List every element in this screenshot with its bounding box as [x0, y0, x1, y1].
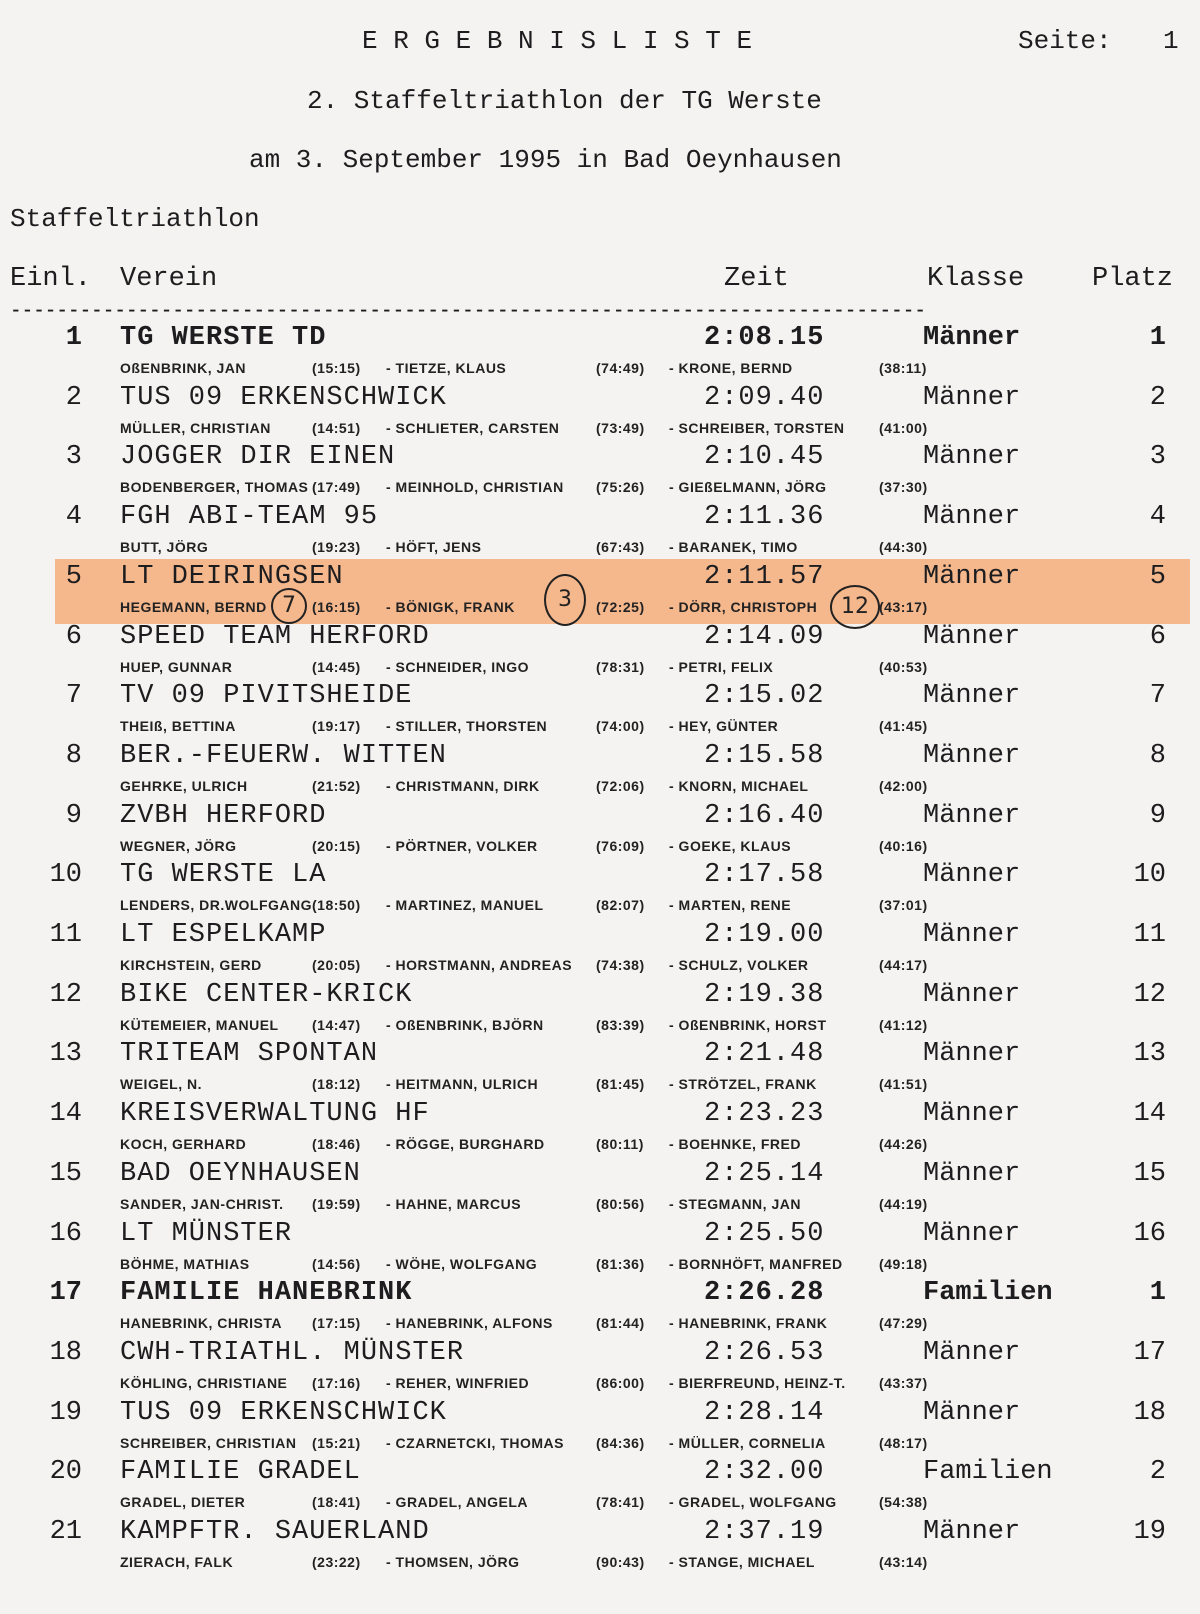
member-1-name: BUTT, JÖRG [120, 539, 209, 556]
team-members-line [0, 957, 1200, 977]
result-row [0, 1278, 1200, 1318]
class-label: Familien [923, 1278, 1053, 1309]
member-2-split: (74:38) [596, 957, 645, 973]
class-label: Männer [923, 920, 1021, 950]
member-3-split: (41:51) [879, 1076, 928, 1093]
member-1-split: (16:15) [312, 598, 361, 615]
member-1-split: (18:50) [312, 897, 361, 914]
rank: 11 [1133, 920, 1166, 950]
member-2-name: - RÖGGE, BURGHARD [386, 1136, 545, 1153]
member-3-name: - STANGE, MICHAEL [669, 1554, 815, 1570]
start-number: 4 [65, 502, 82, 533]
class-label: Männer [923, 1158, 1021, 1189]
team-name: TG WERSTE LA [120, 860, 327, 891]
member-1-name: KOCH, GERHARD [120, 1136, 247, 1153]
member-2-split: (80:11) [596, 1136, 644, 1153]
class-label: Männer [923, 1397, 1021, 1428]
member-2-name: - STILLER, THORSTEN [386, 718, 548, 735]
member-3-name: - BARANEK, TIMO [669, 539, 798, 556]
member-1-name: KÖHLING, CHRISTIANE [120, 1374, 288, 1391]
team-name: TV 09 PIVITSHEIDE [120, 681, 413, 712]
member-1-name: SANDER, JAN-CHRIST. [120, 1195, 284, 1212]
member-2-name: - MARTINEZ, MANUEL [386, 897, 544, 914]
team-name: TUS 09 ERKENSCHWICK [120, 382, 447, 413]
member-3-split: (47:29) [879, 1315, 928, 1332]
result-row [0, 1517, 1200, 1557]
member-2-name: - CHRISTMANN, DIRK [386, 777, 540, 794]
member-2-name: - WÖHE, WOLFGANG [386, 1255, 538, 1272]
member-2-name: - HEITMANN, ULRICH [386, 1076, 539, 1093]
member-3-name: - GIEßELMANN, JÖRG [669, 479, 827, 496]
team-name: TRITEAM SPONTAN [120, 1039, 379, 1070]
class-label: Männer [923, 382, 1021, 413]
class-label: Familien [923, 1457, 1053, 1488]
member-1-name: SCHREIBER, CHRISTIAN [120, 1434, 297, 1451]
member-1-split: (17:49) [312, 479, 361, 496]
page-label: Seite: [1018, 26, 1112, 56]
start-number: 1 [65, 323, 82, 353]
member-2-split: (90:43) [596, 1554, 645, 1570]
member-2-split: (67:43) [596, 539, 645, 556]
member-3-name: - STEGMANN, JAN [669, 1195, 801, 1212]
member-1-split: (19:23) [312, 539, 361, 556]
total-time: 2:25.14 [704, 1158, 825, 1189]
member-2-name: - GRADEL, ANGELA [386, 1494, 529, 1511]
member-3-name: - BOEHNKE, FRED [669, 1136, 801, 1153]
rank: 2 [1149, 382, 1166, 413]
member-1-split: (14:45) [312, 658, 361, 675]
member-3-name: - HANEBRINK, FRANK [669, 1315, 828, 1332]
member-3-name: - MARTEN, RENE [669, 897, 792, 914]
team-members-line [0, 479, 1200, 499]
start-number: 12 [49, 979, 82, 1010]
class-label: Männer [923, 740, 1021, 771]
rank: 15 [1133, 1158, 1166, 1189]
member-2-name: - REHER, WINFRIED [386, 1374, 530, 1391]
member-1-name: WEGNER, JÖRG [120, 837, 237, 854]
class-label: Männer [923, 323, 1021, 353]
member-3-split: (43:37) [879, 1374, 928, 1391]
member-2-name: - MEINHOLD, CHRISTIAN [386, 479, 564, 496]
team-members-line [0, 1136, 1200, 1156]
team-members-line [0, 1315, 1200, 1335]
member-3-name: - OßENBRINK, HORST [669, 1016, 827, 1033]
class-label: Männer [923, 561, 1021, 592]
member-3-split: (41:00) [879, 419, 928, 436]
member-1-name: HUEP, GUNNAR [120, 658, 233, 675]
start-number: 3 [65, 442, 82, 473]
member-1-name: WEIGEL, N. [120, 1076, 202, 1093]
class-label: Männer [923, 1039, 1021, 1070]
member-1-split: (23:22) [312, 1554, 361, 1570]
total-time: 2:09.40 [704, 382, 825, 413]
member-2-name: - CZARNETCKI, THOMAS [386, 1434, 564, 1451]
team-name: CWH-TRIATHL. MÜNSTER [120, 1337, 465, 1368]
document-title: E R G E B N I S L I S T E [362, 26, 753, 56]
member-2-name: - HANEBRINK, ALFONS [386, 1315, 553, 1332]
start-number: 18 [49, 1337, 82, 1368]
start-number: 17 [49, 1278, 82, 1309]
team-name: JOGGER DIR EINEN [120, 442, 396, 473]
member-2-split: (72:25) [596, 598, 645, 615]
member-1-split: (14:56) [312, 1255, 361, 1272]
member-1-name: KIRCHSTEIN, GERD [120, 957, 262, 973]
team-members-line [0, 897, 1200, 917]
team-name: FGH ABI-TEAM 95 [120, 502, 379, 533]
member-3-name: - PETRI, FELIX [669, 658, 774, 675]
member-3-name: - SCHULZ, VOLKER [669, 957, 809, 973]
class-label: Männer [923, 442, 1021, 473]
total-time: 2:37.19 [704, 1517, 825, 1547]
start-number: 7 [65, 681, 82, 712]
member-1-name: THEIß, BETTINA [120, 718, 236, 735]
start-number: 21 [49, 1517, 82, 1547]
member-1-split: (14:51) [312, 419, 361, 436]
team-name: TG WERSTE TD [120, 323, 327, 353]
rank: 18 [1133, 1397, 1166, 1428]
result-row [0, 1338, 1200, 1378]
total-time: 2:23.23 [704, 1099, 825, 1130]
rank: 17 [1133, 1337, 1166, 1368]
team-members-line [0, 360, 1200, 380]
result-row [0, 323, 1200, 363]
member-2-split: (81:44) [596, 1315, 645, 1332]
member-3-name: - KNORN, MICHAEL [669, 777, 809, 794]
member-1-name: LENDERS, DR.WOLFGANG [120, 897, 312, 914]
member-2-split: (72:06) [596, 777, 645, 794]
total-time: 2:19.38 [704, 979, 825, 1010]
total-time: 2:15.02 [704, 681, 825, 712]
result-row [0, 562, 1200, 602]
member-3-name: - BORNHÖFT, MANFRED [669, 1255, 843, 1272]
member-2-name: - OßENBRINK, BJÖRN [386, 1016, 544, 1033]
member-3-name: - DÖRR, CHRISTOPH [669, 598, 818, 615]
member-2-name: - HAHNE, MARCUS [386, 1195, 522, 1212]
class-label: Männer [923, 621, 1021, 652]
member-3-split: (40:53) [879, 658, 928, 675]
member-1-name: HANEBRINK, CHRISTA [120, 1315, 282, 1332]
team-name: FAMILIE HANEBRINK [120, 1278, 413, 1309]
member-1-name: ZIERACH, FALK [120, 1554, 234, 1570]
team-members-line [0, 1017, 1200, 1037]
rank: 19 [1133, 1517, 1166, 1547]
team-name: TUS 09 ERKENSCHWICK [120, 1397, 447, 1428]
total-time: 2:26.28 [704, 1278, 825, 1309]
start-number: 14 [49, 1099, 82, 1130]
rank: 16 [1133, 1218, 1166, 1249]
member-2-split: (76:09) [596, 837, 645, 854]
start-number: 16 [49, 1218, 82, 1249]
team-members-line [0, 420, 1200, 440]
class-label: Männer [923, 1218, 1021, 1249]
member-1-split: (20:05) [312, 957, 361, 973]
rank: 5 [1149, 561, 1166, 592]
team-members-line [0, 1256, 1200, 1276]
team-name: LT ESPELKAMP [120, 920, 327, 950]
rank: 9 [1149, 800, 1166, 831]
member-1-name: KÜTEMEIER, MANUEL [120, 1016, 279, 1033]
team-members-line [0, 1494, 1200, 1514]
header-separator: ------------------------------------------------------------------------------- [10, 298, 926, 325]
member-3-split: (48:17) [879, 1434, 928, 1451]
start-number: 9 [65, 800, 82, 831]
total-time: 2:26.53 [704, 1337, 825, 1368]
member-1-name: GRADEL, DIETER [120, 1494, 246, 1511]
total-time: 2:21.48 [704, 1039, 825, 1070]
member-2-name: - SCHLIETER, CARSTEN [386, 419, 560, 436]
start-number: 2 [65, 382, 82, 413]
member-3-name: - SCHREIBER, TORSTEN [669, 419, 845, 436]
rank: 3 [1149, 442, 1166, 473]
total-time: 2:15.58 [704, 740, 825, 771]
member-3-name: - KRONE, BERND [669, 360, 793, 376]
total-time: 2:32.00 [704, 1457, 825, 1488]
member-1-split: (18:12) [312, 1076, 361, 1093]
start-number: 8 [65, 740, 82, 771]
start-number: 11 [49, 920, 82, 950]
class-label: Männer [923, 681, 1021, 712]
member-3-name: - GOEKE, KLAUS [669, 837, 792, 854]
rank: 7 [1149, 681, 1166, 712]
team-members-line [0, 1554, 1200, 1574]
team-name: LT MÜNSTER [120, 1218, 293, 1249]
rank: 6 [1149, 621, 1166, 652]
page-number: 1 [1163, 26, 1179, 56]
team-members-line [0, 718, 1200, 738]
column-header-platz: Platz [1092, 264, 1174, 294]
team-members-line [0, 599, 1200, 619]
member-2-name: - TIETZE, KLAUS [386, 360, 507, 376]
result-row [0, 1398, 1200, 1438]
member-1-split: (21:52) [312, 777, 361, 794]
member-1-split: (14:47) [312, 1016, 361, 1033]
member-1-name: MÜLLER, CHRISTIAN [120, 419, 271, 436]
column-header-verein: Verein [120, 264, 218, 294]
total-time: 2:11.36 [704, 502, 825, 533]
start-number: 19 [49, 1397, 82, 1428]
team-name: KREISVERWALTUNG HF [120, 1099, 430, 1130]
start-number: 20 [49, 1457, 82, 1488]
annotation-circle-3: 3 [544, 574, 586, 626]
member-1-name: BÖHME, MATHIAS [120, 1255, 250, 1272]
member-2-split: (84:36) [596, 1434, 645, 1451]
rank: 10 [1133, 860, 1166, 891]
member-3-split: (37:01) [879, 897, 928, 914]
member-3-split: (44:19) [879, 1195, 928, 1212]
result-row [0, 1159, 1200, 1199]
rank: 2 [1149, 1457, 1166, 1488]
member-3-split: (41:45) [879, 718, 928, 735]
rank: 14 [1133, 1099, 1166, 1130]
team-name: KAMPFTR. SAUERLAND [120, 1517, 430, 1547]
rank: 12 [1133, 979, 1166, 1010]
column-header-einl: Einl. [10, 264, 92, 294]
member-3-split: (49:18) [879, 1255, 928, 1272]
total-time: 2:08.15 [704, 323, 825, 353]
result-row [0, 801, 1200, 841]
team-members-line [0, 539, 1200, 559]
member-3-split: (42:00) [879, 777, 928, 794]
member-2-split: (81:36) [596, 1255, 645, 1272]
member-1-split: (19:59) [312, 1195, 361, 1212]
total-time: 2:25.50 [704, 1218, 825, 1249]
member-3-split: (44:17) [879, 957, 928, 973]
member-1-split: (17:16) [312, 1374, 361, 1391]
class-label: Männer [923, 800, 1021, 831]
team-members-line [0, 778, 1200, 798]
member-2-name: - PÖRTNER, VOLKER [386, 837, 538, 854]
total-time: 2:10.45 [704, 442, 825, 473]
member-1-split: (17:15) [312, 1315, 361, 1332]
competition-category: Staffeltriathlon [10, 204, 260, 234]
start-number: 5 [65, 561, 82, 592]
result-row [0, 920, 1200, 960]
annotation-circle-12: 12 [830, 585, 880, 629]
member-3-split: (54:38) [879, 1494, 928, 1511]
result-row [0, 1219, 1200, 1259]
member-2-split: (83:39) [596, 1016, 645, 1033]
member-3-split: (37:30) [879, 479, 928, 496]
start-number: 10 [49, 860, 82, 891]
member-2-name: - SCHNEIDER, INGO [386, 658, 530, 675]
total-time: 2:28.14 [704, 1397, 825, 1428]
member-3-name: - BIERFREUND, HEINZ-T. [669, 1374, 846, 1391]
column-header-klasse: Klasse [927, 264, 1025, 294]
start-number: 13 [49, 1039, 82, 1070]
member-3-split: (40:16) [879, 837, 928, 854]
rank: 1 [1149, 1278, 1166, 1309]
team-name: LT DEIRINGSEN [120, 561, 344, 592]
start-number: 15 [49, 1158, 82, 1189]
team-members-line [0, 1076, 1200, 1096]
total-time: 2:19.00 [704, 920, 825, 950]
total-time: 2:14.09 [704, 621, 825, 652]
member-2-split: (75:26) [596, 479, 645, 496]
team-name: FAMILIE GRADEL [120, 1457, 361, 1488]
total-time: 2:16.40 [704, 800, 825, 831]
member-1-name: OßENBRINK, JAN [120, 360, 247, 376]
result-row [0, 502, 1200, 542]
member-3-split: (44:26) [879, 1136, 928, 1153]
rank: 8 [1149, 740, 1166, 771]
result-row [0, 442, 1200, 482]
member-1-name: HEGEMANN, BERND [120, 598, 267, 615]
result-row [0, 741, 1200, 781]
member-2-name: - HORSTMANN, ANDREAS [386, 957, 573, 973]
team-members-line [0, 659, 1200, 679]
column-header-zeit: Zeit [724, 264, 789, 294]
member-2-split: (82:07) [596, 897, 645, 914]
team-name: SPEED TEAM HERFORD [120, 621, 430, 652]
annotation-circle-7: 7 [271, 588, 307, 624]
result-row [0, 1039, 1200, 1079]
member-3-name: - HEY, GÜNTER [669, 718, 779, 735]
member-1-split: (18:41) [312, 1494, 361, 1511]
class-label: Männer [923, 502, 1021, 533]
class-label: Männer [923, 1517, 1021, 1547]
team-members-line [0, 838, 1200, 858]
class-label: Männer [923, 979, 1021, 1010]
rank: 1 [1149, 323, 1166, 353]
member-2-name: - THOMSEN, JÖRG [386, 1554, 520, 1570]
rank: 13 [1133, 1039, 1166, 1070]
member-1-split: (20:15) [312, 837, 361, 854]
member-1-split: (15:15) [312, 360, 361, 376]
event-title: 2. Staffeltriathlon der TG Werste [307, 86, 822, 116]
total-time: 2:11.57 [704, 561, 825, 592]
team-name: ZVBH HERFORD [120, 800, 327, 831]
class-label: Männer [923, 1337, 1021, 1368]
member-1-split: (18:46) [312, 1136, 361, 1153]
result-row [0, 1457, 1200, 1497]
member-3-name: - STRÖTZEL, FRANK [669, 1076, 817, 1093]
member-2-name: - BÖNIGK, FRANK [386, 598, 515, 615]
result-row [0, 980, 1200, 1020]
result-row [0, 383, 1200, 423]
result-row [0, 681, 1200, 721]
member-3-split: (43:14) [879, 1554, 928, 1570]
member-3-split: (41:12) [879, 1016, 928, 1033]
member-3-split: (44:30) [879, 539, 928, 556]
result-row [0, 622, 1200, 662]
member-1-split: (19:17) [312, 718, 361, 735]
member-2-split: (78:41) [596, 1494, 645, 1511]
class-label: Männer [923, 1099, 1021, 1130]
team-members-line [0, 1375, 1200, 1395]
member-3-name: - MÜLLER, CORNELIA [669, 1434, 826, 1451]
member-2-split: (74:00) [596, 718, 645, 735]
rank: 4 [1149, 502, 1166, 533]
member-1-name: BODENBERGER, THOMAS [120, 479, 309, 496]
result-row [0, 1099, 1200, 1139]
member-3-split: (38:11) [879, 360, 927, 376]
event-date-location: am 3. September 1995 in Bad Oeynhausen [249, 145, 842, 175]
team-name: BAD OEYNHAUSEN [120, 1158, 361, 1189]
class-label: Männer [923, 860, 1021, 891]
total-time: 2:17.58 [704, 860, 825, 891]
result-row [0, 860, 1200, 900]
member-2-name: - HÖFT, JENS [386, 539, 482, 556]
member-3-split: (43:17) [879, 598, 928, 615]
team-name: BIKE CENTER-KRICK [120, 979, 413, 1010]
start-number: 6 [65, 621, 82, 652]
member-2-split: (78:31) [596, 658, 645, 675]
member-3-name: - GRADEL, WOLFGANG [669, 1494, 837, 1511]
member-1-name: GEHRKE, ULRICH [120, 777, 248, 794]
member-1-split: (15:21) [312, 1434, 361, 1451]
member-2-split: (81:45) [596, 1076, 645, 1093]
team-members-line [0, 1435, 1200, 1455]
member-2-split: (73:49) [596, 419, 645, 436]
member-2-split: (80:56) [596, 1195, 645, 1212]
member-2-split: (74:49) [596, 360, 645, 376]
member-2-split: (86:00) [596, 1374, 645, 1391]
team-name: BER.-FEUERW. WITTEN [120, 740, 447, 771]
team-members-line [0, 1196, 1200, 1216]
